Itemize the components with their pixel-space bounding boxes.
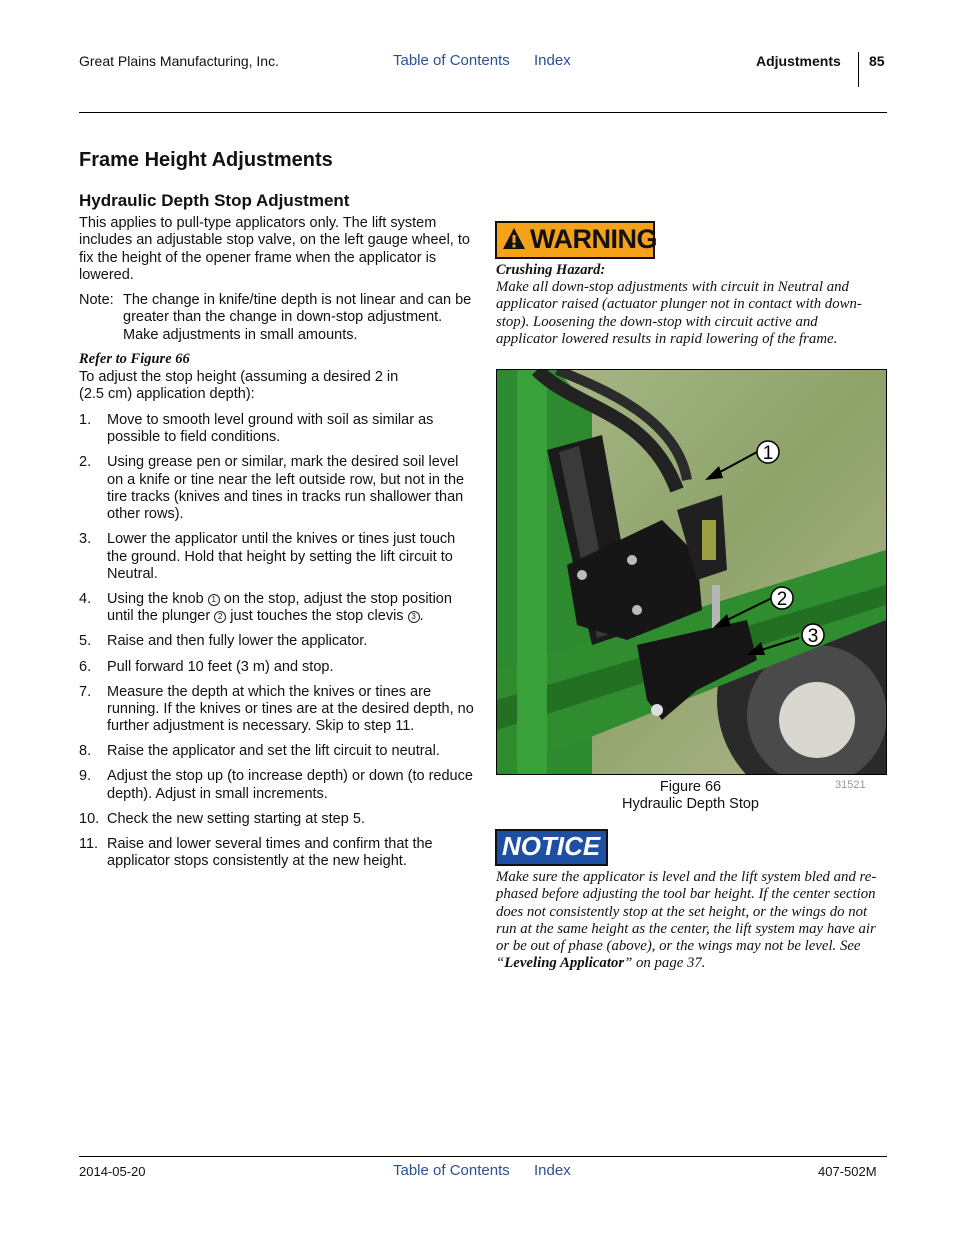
callout-2-icon: 2: [214, 611, 226, 623]
step-number: 11.: [79, 835, 99, 852]
warning-text: Make all down-stop adjustments with circuit in Neutral and applicator raised (actuator plunger not in contact with down-stop). Loosening the down-stop with circuit active and applicator lowered results in rapid lowering of the frame.: [496, 279, 862, 347]
step-item: [79, 743, 474, 760]
step-text: Adjust the stop up (to increase depth) or down (to reduce depth). Adjust in small increments.: [107, 768, 473, 802]
step-item: [79, 768, 474, 803]
footer-rule: [79, 1156, 887, 1157]
index-link-header[interactable]: Index: [534, 52, 571, 69]
photo-id: 31521: [835, 779, 866, 791]
notice-text-after: ” on page 37.: [624, 955, 706, 972]
intro-paragraph: This applies to pull-type applicators only. The lift system includes an adjustable stop valve, on the left gauge wheel, to fix the height of the opener frame when the applicator is lowered.: [79, 215, 470, 283]
step-text: Raise the applicator and set the lift circuit to neutral.: [107, 743, 440, 760]
callout-1-icon: 1: [208, 594, 220, 606]
figure-callout-3: 3: [807, 626, 819, 647]
section-subtitle: Hydraulic Depth Stop Adjustment: [79, 191, 350, 210]
header-rule: [79, 112, 887, 113]
callout-3-icon: 3: [408, 611, 420, 623]
callout-2-marker: [771, 587, 793, 610]
step-text-d: .: [419, 608, 424, 625]
warning-triangle-icon: [502, 227, 526, 251]
step-text: Measure the depth at which the knives or tines are running. If the knives or tines are at the desired depth, no further adjustment is necessary. Skip to step 11.: [107, 683, 474, 735]
step-item: [79, 659, 474, 676]
step-number: 7.: [79, 683, 92, 700]
step-text: Using grease pen or similar, mark the desired soil level on a knife or tine near the left outside row, but not in the tire tracks (knives and tines in tracks run shallower than other rows).: [107, 454, 465, 523]
leveling-applicator-link[interactable]: Leveling Applicator: [504, 955, 625, 972]
figure-caption: [496, 779, 885, 814]
step-item: [79, 633, 474, 650]
callout-3-marker: [802, 624, 824, 647]
step-number: 8.: [79, 743, 92, 760]
footer-date: 2014-05-20: [79, 1164, 146, 1179]
page-number: 85: [869, 53, 885, 69]
step-text: Lower the applicator until the knives or tines just touch the ground. Hold that height by setting the lift circuit to Neutral.: [107, 531, 456, 582]
step-number: 4.: [79, 591, 92, 608]
warning-badge: [495, 221, 655, 259]
figure-number: Figure 66: [659, 779, 722, 795]
figure-callout-2: 2: [776, 589, 788, 610]
hydraulic-depth-stop-image: [497, 370, 886, 774]
page-title: Frame Height Adjustments: [79, 149, 333, 171]
step-text: Raise and lower several times and confirm that the applicator stops consistently at the new height.: [107, 835, 433, 870]
step-number: 1.: [79, 412, 92, 428]
toc-link-header[interactable]: Table of Contents: [393, 52, 510, 69]
step-number: 2.: [79, 454, 92, 471]
notice-text-before: Make sure the applicator is level and the lift system bled and re-phased before adjusting the tool bar height. If the center section does not consistently stop at the set height, or the wings do not run at the same height as the center, the lift system may have air or be out of phase (above), or the wings may not be level. See “: [496, 869, 877, 972]
callout-1-marker: [757, 441, 779, 464]
step-text-c: just touches the stop clevis: [230, 608, 404, 625]
section-name: Adjustments: [756, 53, 841, 69]
step-item: [79, 531, 474, 583]
figure-title: Hydraulic Depth Stop: [621, 796, 759, 813]
steps-list: [79, 412, 474, 878]
step-text: Raise and then fully lower the applicator.: [107, 633, 368, 650]
doc-number: 407-502M: [818, 1164, 877, 1179]
step-number: 10.: [79, 810, 100, 827]
note-label: Note:: [79, 292, 114, 308]
step-item: [79, 454, 474, 523]
index-link-footer[interactable]: Index: [534, 1162, 571, 1179]
step-text: Pull forward 10 feet (3 m) and stop.: [107, 658, 334, 675]
step-item: [79, 412, 474, 447]
step-item: [79, 836, 474, 871]
toc-link-footer[interactable]: Table of Contents: [393, 1162, 510, 1179]
figure-reference: Refer to Figure 66: [79, 351, 190, 367]
note-text: The change in knife/tine depth is not linear and can be greater than the change in down-stop adjustment. Make adjustments in small amounts.: [123, 292, 472, 343]
notice-text: [496, 869, 882, 973]
figure-callout-1: 1: [762, 443, 774, 464]
step-item: [79, 684, 474, 736]
header-divider: [858, 52, 859, 87]
adjust-intro: To adjust the stop height (assuming a desired 2 in (2.5 cm) application depth):: [79, 369, 399, 403]
notice-label: NOTICE: [502, 831, 601, 861]
step-item: [79, 811, 474, 828]
step-number: 5.: [79, 633, 92, 650]
warning-label: WARNING: [530, 224, 657, 254]
warning-heading: Crushing Hazard:: [496, 262, 606, 278]
notice-badge: [495, 829, 608, 866]
step-number: 3.: [79, 531, 92, 548]
step-text: Move to smooth level ground with soil as similar as possible to field conditions.: [107, 412, 434, 446]
step-text-a: Using the knob: [107, 591, 204, 608]
step-number: 9.: [79, 768, 92, 785]
step-number: 6.: [79, 658, 92, 675]
company-name: Great Plains Manufacturing, Inc.: [79, 53, 279, 69]
step-text: Check the new setting starting at step 5.: [107, 810, 365, 827]
step-text-b: on the stop, adjust the stop position until the plunger: [107, 591, 452, 625]
figure-photo: [496, 369, 887, 775]
step-item: [79, 591, 474, 626]
